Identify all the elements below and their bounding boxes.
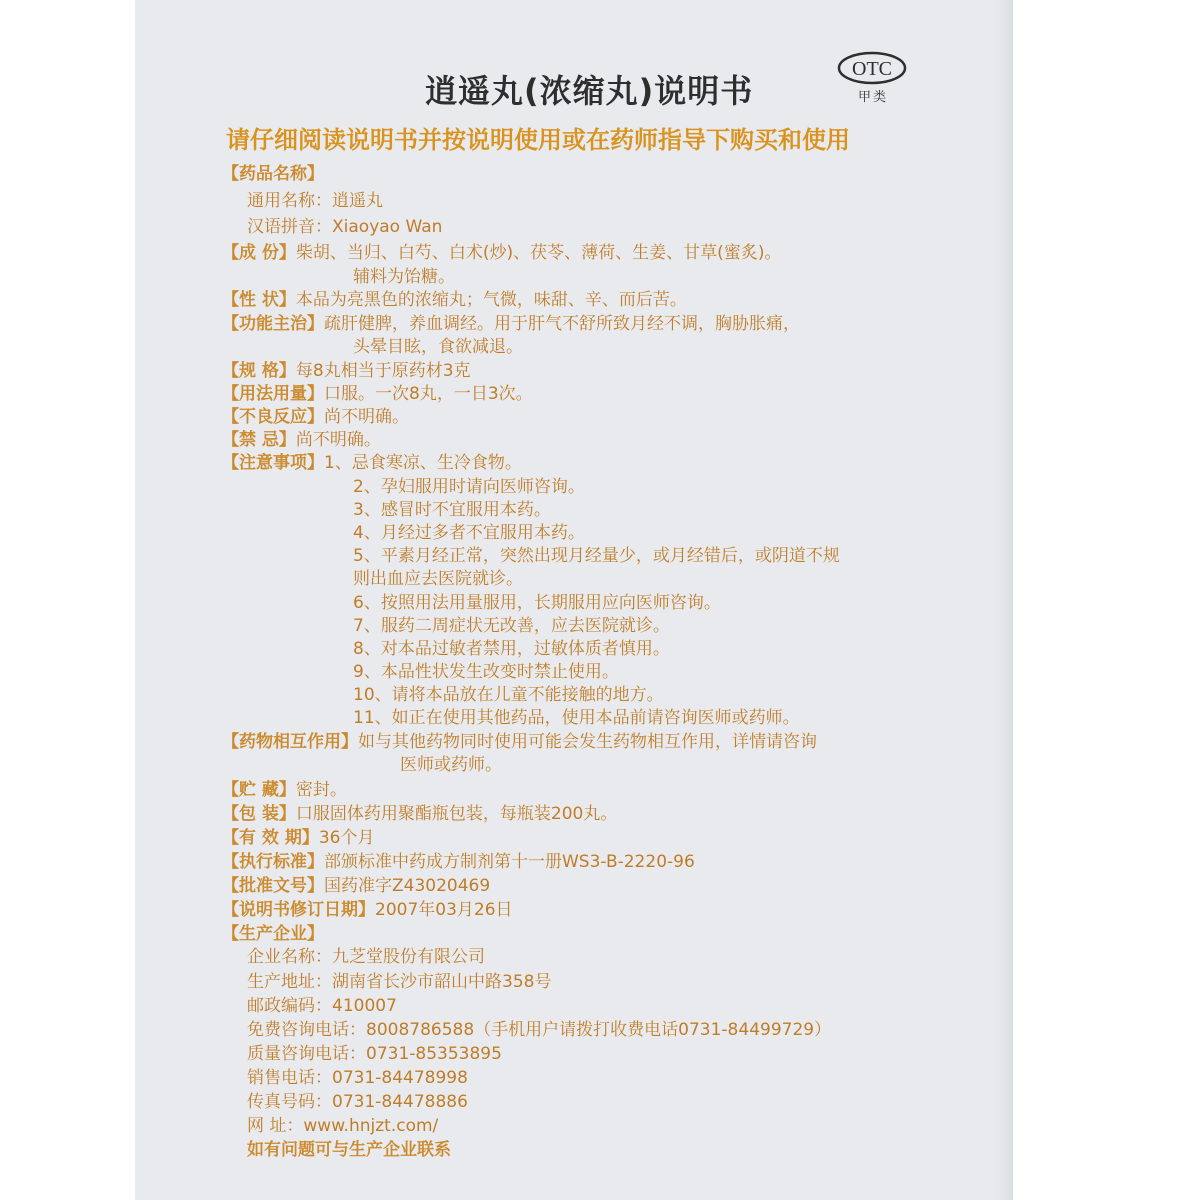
precaution-item: 6、按照用法用量服用，长期服用应向医师咨询。 <box>353 593 721 613</box>
sales-phone-row: 销售电话：0731-84478998 <box>247 1068 468 1088</box>
otc-class-label: 甲类 <box>858 90 889 105</box>
precaution-item: 7、服药二周症状无改善，应去医院就诊。 <box>353 616 670 636</box>
leaflet-title: 逍遥丸(浓缩丸)说明书 <box>425 72 754 110</box>
dosage-row: 【用法用量】口服。一次8丸，一日3次。 <box>222 384 533 404</box>
drug-name-heading: 【药品名称】 <box>222 164 324 184</box>
indications-cont: 头晕目眩，食欲减退。 <box>353 337 523 357</box>
precaution-item: 1、忌食寒凉、生冷食物。 <box>324 453 522 473</box>
otc-badge-text: OTC <box>852 58 892 80</box>
adverse-row: 【不良反应】尚不明确。 <box>222 407 409 427</box>
hotline-row: 免费咨询电话：8008786588（手机用户请拨打收费电话0731-84499729） <box>247 1020 832 1040</box>
precaution-item: 9、本品性状发生改变时禁止使用。 <box>353 662 619 682</box>
pinyin-row: 汉语拼音：Xiaoyao Wan <box>247 217 443 237</box>
approval-row: 【批准文号】国药准字Z43020469 <box>222 876 491 896</box>
package-row: 【包 装】口服固体药用聚酯瓶包装，每瓶装200丸。 <box>222 804 618 824</box>
revision-row: 【说明书修订日期】2007年03月26日 <box>222 900 513 920</box>
otc-badge <box>837 50 907 86</box>
precaution-item: 则出血应去医院就诊。 <box>353 569 523 589</box>
expiry-row: 【有 效 期】36个月 <box>222 828 375 848</box>
precaution-item: 5、平素月经正常，突然出现月经量少，或月经错后，或阴道不规 <box>353 546 840 566</box>
contact-footer: 如有问题可与生产企业联系 <box>247 1140 451 1160</box>
contraindications-row: 【禁 忌】尚不明确。 <box>222 430 381 450</box>
standard-row: 【执行标准】部颁标准中药成方制剂第十一册WS3-B-2220-96 <box>222 852 695 872</box>
address-row: 生产地址：湖南省长沙市韶山中路358号 <box>247 972 552 992</box>
precaution-item: 10、请将本品放在儿童不能接触的地方。 <box>353 685 664 705</box>
appearance-row: 【性 状】本品为亮黑色的浓缩丸；气微，味甜、辛、而后苦。 <box>222 290 687 310</box>
precaution-item: 11、如正在使用其他药品，使用本品前请咨询医师或药师。 <box>353 708 800 728</box>
precautions-row: 【注意事项】1、忌食寒凉、生冷食物。 <box>222 453 522 473</box>
generic-name-row: 通用名称：逍遥丸 <box>247 191 383 211</box>
company-name-row: 企业名称：九芝堂股份有限公司 <box>247 947 485 967</box>
interactions-cont: 医师或药师。 <box>400 755 502 775</box>
ingredients-row: 【成 份】柴胡、当归、白芍、白术(炒)、茯苓、薄荷、生姜、甘草(蜜炙)。 <box>222 243 782 263</box>
postcode-row: 邮政编码：410007 <box>247 996 397 1016</box>
precaution-item: 4、月经过多者不宜服用本药。 <box>353 523 585 543</box>
precaution-item: 2、孕妇服用时请向医师咨询。 <box>353 477 585 497</box>
precaution-item: 3、感冒时不宜服用本药。 <box>353 500 551 520</box>
indications-row: 【功能主治】疏肝健脾，养血调经。用于肝气不舒所致月经不调，胸胁胀痛， <box>222 314 800 334</box>
storage-row: 【贮 藏】密封。 <box>222 780 347 800</box>
fax-row: 传真号码：0731-84478886 <box>247 1092 468 1112</box>
interactions-row: 【药物相互作用】如与其他药物同时使用可能会发生药物相互作用，详情请咨询 <box>222 732 817 752</box>
manufacturer-heading: 【生产企业】 <box>222 924 324 944</box>
precaution-item: 8、对本品过敏者禁用，过敏体质者慎用。 <box>353 639 670 659</box>
specification-row: 【规 格】每8丸相当于原药材3克 <box>222 361 471 381</box>
usage-warning: 请仔细阅读说明书并按说明使用或在药师指导下购买和使用 <box>226 126 850 154</box>
quality-phone-row: 质量咨询电话：0731-85353895 <box>247 1044 502 1064</box>
website-row: 网 址：www.hnjzt.com/ <box>247 1116 439 1136</box>
ingredients-cont: 辅料为饴糖。 <box>353 267 455 287</box>
